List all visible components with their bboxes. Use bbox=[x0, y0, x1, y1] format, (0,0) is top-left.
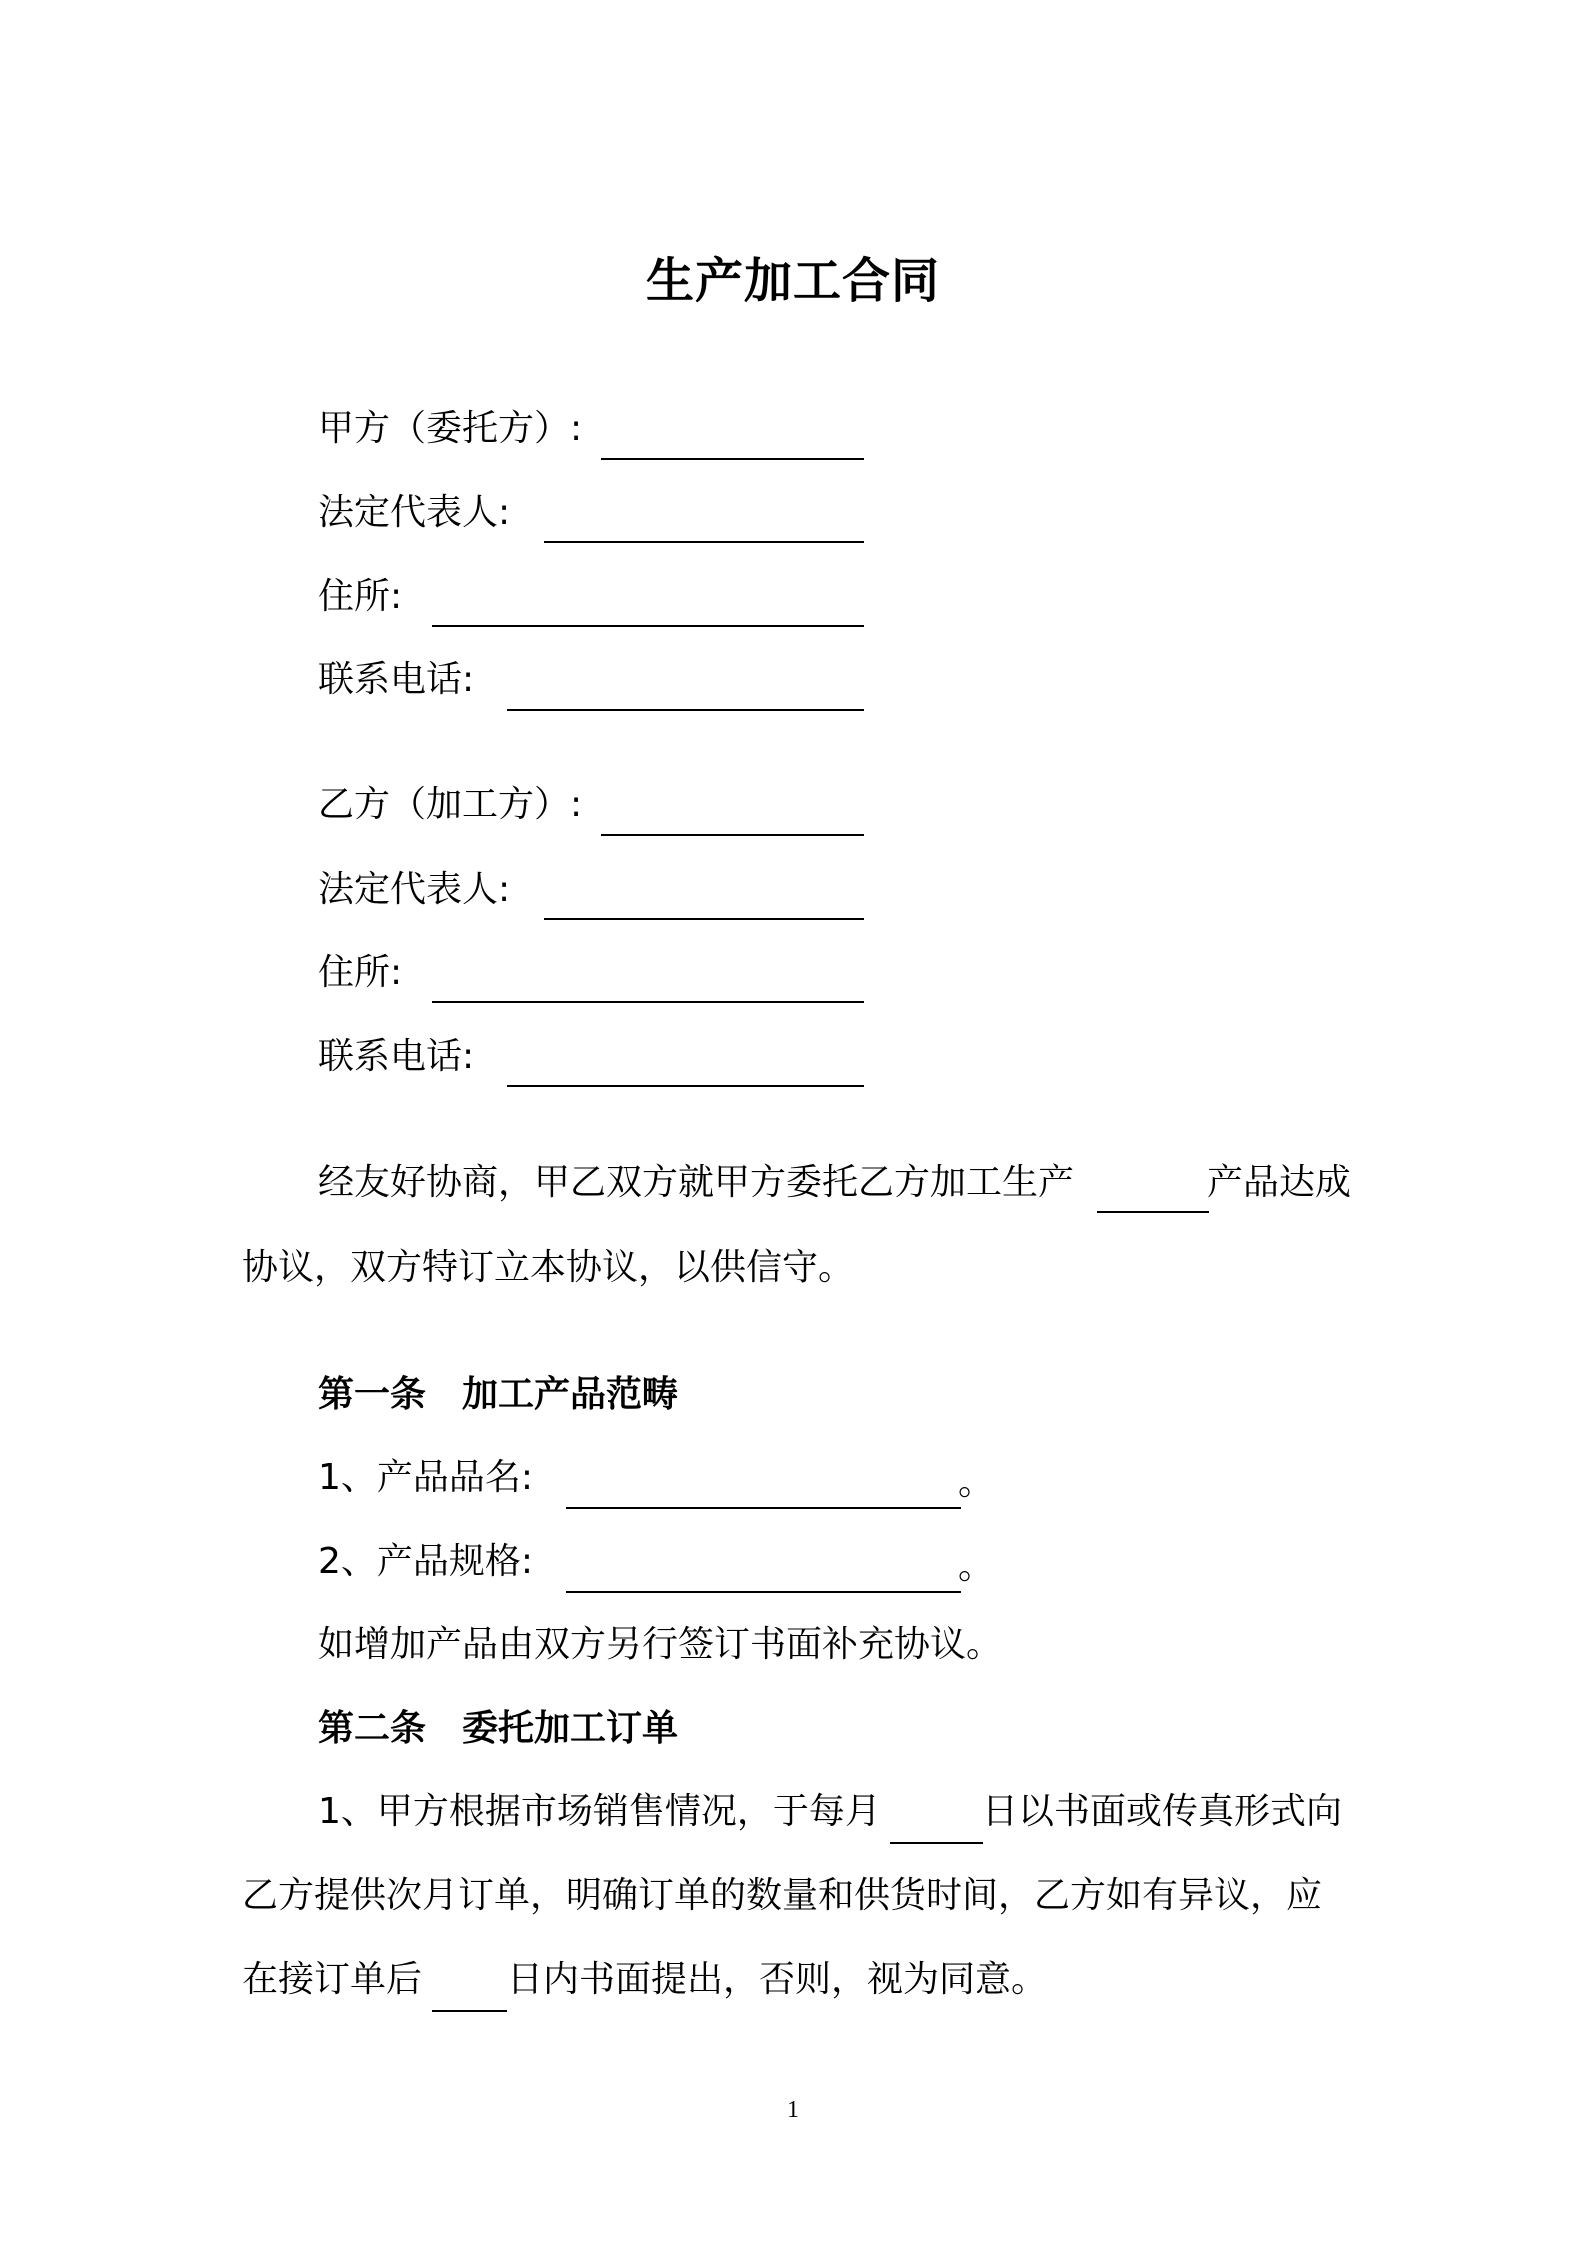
article-1-note: 如增加产品由双方另行签订书面补充协议。 bbox=[318, 1624, 1003, 1665]
article-1-item-2-end: 。 bbox=[958, 1546, 995, 1587]
party-b-phone-blank bbox=[507, 1085, 864, 1087]
article-2-para-1-line-3-start: 在接订单后 bbox=[242, 1959, 423, 2000]
party-b-rep-blank bbox=[544, 918, 864, 920]
party-a-heading: 甲方（委托方）: bbox=[318, 408, 583, 449]
product-spec-blank bbox=[566, 1591, 961, 1593]
order-day-blank bbox=[890, 1842, 983, 1844]
article-1-heading: 第一条 加工产品范畴 bbox=[318, 1374, 679, 1415]
party-a-address-label: 住所: bbox=[318, 576, 403, 617]
party-b-name-blank bbox=[601, 834, 864, 836]
party-b-rep-label: 法定代表人: bbox=[318, 869, 511, 910]
article-1-item-1-label: 1、产品品名: bbox=[318, 1457, 534, 1498]
article-1-item-2-label: 2、产品规格: bbox=[318, 1541, 534, 1582]
article-2-para-1-line-1-start: 1、甲方根据市场销售情况，于每月 bbox=[318, 1791, 881, 1832]
party-b-phone-label: 联系电话: bbox=[318, 1036, 475, 1077]
party-b-address-label: 住所: bbox=[318, 952, 403, 993]
page-number: 1 bbox=[787, 2097, 799, 2123]
party-a-phone-blank bbox=[507, 709, 864, 711]
article-2-para-1-line-2: 乙方提供次月订单，明确订单的数量和供货时间，乙方如有异议，应 bbox=[242, 1875, 1323, 1916]
article-2-para-1-line-1-end: 日以书面或传真形式向 bbox=[982, 1791, 1343, 1832]
party-a-rep-label: 法定代表人: bbox=[318, 492, 511, 533]
party-b-address-blank bbox=[432, 1001, 864, 1003]
article-2-para-1-line-3-end: 日内书面提出，否则，视为同意。 bbox=[507, 1959, 1048, 2000]
preamble-product-blank bbox=[1097, 1211, 1209, 1213]
party-b-heading: 乙方（加工方）: bbox=[318, 784, 583, 825]
party-a-phone-label: 联系电话: bbox=[318, 659, 475, 700]
preamble-line-1-start: 经友好协商，甲乙双方就甲方委托乙方加工生产 bbox=[318, 1162, 1075, 1203]
preamble-line-2: 协议，双方特订立本协议，以供信守。 bbox=[242, 1247, 855, 1288]
party-a-rep-blank bbox=[544, 541, 864, 543]
product-name-blank bbox=[566, 1507, 961, 1509]
article-2-heading: 第二条 委托加工订单 bbox=[318, 1708, 679, 1749]
article-1-item-1-end: 。 bbox=[958, 1462, 995, 1503]
objection-days-blank bbox=[432, 2010, 507, 2012]
document-title: 生产加工合同 bbox=[645, 253, 940, 309]
party-a-address-blank bbox=[432, 625, 864, 627]
preamble-line-1-end: 产品达成 bbox=[1207, 1162, 1352, 1203]
party-a-name-blank bbox=[601, 458, 864, 460]
